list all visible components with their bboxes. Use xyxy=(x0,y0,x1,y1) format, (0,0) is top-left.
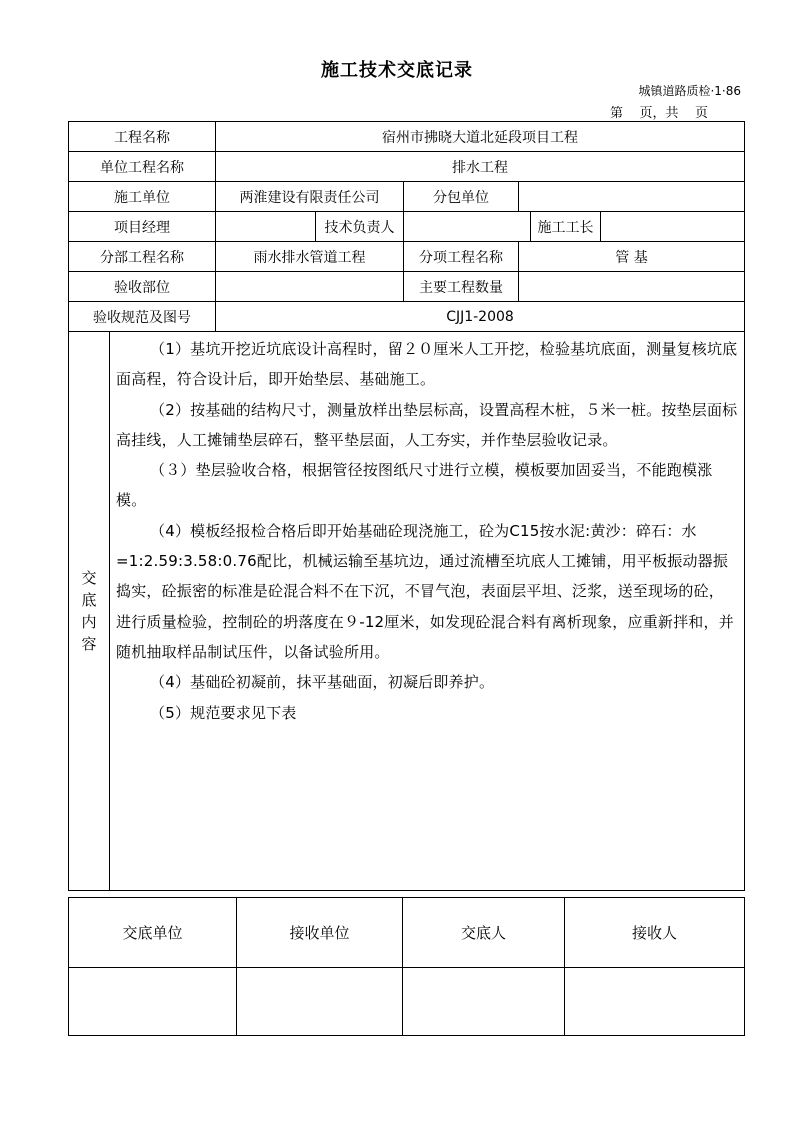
subcontractor-label: 分包单位 xyxy=(404,182,519,212)
handover-unit-value xyxy=(69,968,237,1036)
content-paragraph: （1）基坑开挖近坑底设计高程时，留２０厘米人工开挖，检验基坑底面，测量复核坑底面高程，符合设计后，即开始垫层、基础施工。 xyxy=(116,340,738,389)
content-label-char: 底 xyxy=(81,591,97,609)
foreman-label: 施工工长 xyxy=(531,212,601,242)
handover-person-value xyxy=(403,968,565,1036)
content-paragraph: （2）按基础的结构尺寸，测量放样出垫层标高，设置高程木桩，５米一桩。按垫层面标高挂线，人工摊铺垫层碎石，整平垫层面，人工夯实，并作垫层验收记录。 xyxy=(116,400,738,449)
sub-item-label: 分项工程名称 xyxy=(404,242,519,272)
tech-lead-value xyxy=(404,212,531,242)
receiving-unit-label: 接收单位 xyxy=(237,898,403,968)
page-title: 施工技术交底记录 xyxy=(321,60,473,81)
signature-table xyxy=(68,897,745,1036)
quantity-label: 主要工程数量 xyxy=(404,272,519,302)
spec-label: 验收规范及图号 xyxy=(69,302,216,332)
form-code: 城镇道路质检·1·86 xyxy=(638,84,741,98)
receiver-label: 接收人 xyxy=(565,898,745,968)
construction-unit-value: 两淮建设有限责任公司 xyxy=(216,182,404,212)
content-body xyxy=(110,332,745,891)
tech-lead-label: 技术负责人 xyxy=(316,212,404,242)
page-info: 第 页，共 页 xyxy=(610,106,709,121)
handover-person-label: 交底人 xyxy=(403,898,565,968)
content-paragraph: （4）基础砼初凝前，抹平基础面，初凝后即养护。 xyxy=(150,673,495,692)
receiver-value xyxy=(565,968,745,1036)
construction-unit-label: 施工单位 xyxy=(69,182,216,212)
content-paragraph: （5）规范要求见下表 xyxy=(150,703,297,722)
content-label xyxy=(69,332,110,891)
project-manager-label: 项目经理 xyxy=(69,212,216,242)
unit-project-label: 单位工程名称 xyxy=(69,152,216,182)
project-name-label: 工程名称 xyxy=(69,122,216,152)
division-value: 雨水排水管道工程 xyxy=(216,242,404,272)
handover-unit-label: 交底单位 xyxy=(69,898,237,968)
record-table xyxy=(68,121,745,891)
receiving-unit-value xyxy=(237,968,403,1036)
content-label-char: 内 xyxy=(81,613,97,631)
spec-value: CJJ1-2008 xyxy=(216,302,745,332)
foreman-value xyxy=(601,212,745,242)
acceptance-part-label: 验收部位 xyxy=(69,272,216,302)
subcontractor-value xyxy=(519,182,745,212)
project-manager-value xyxy=(216,212,316,242)
content-label-char: 交 xyxy=(81,569,97,587)
division-label: 分部工程名称 xyxy=(69,242,216,272)
quantity-value xyxy=(519,272,745,302)
unit-project-value: 排水工程 xyxy=(216,152,745,182)
acceptance-part-value xyxy=(216,272,404,302)
sub-item-value: 管 基 xyxy=(519,242,745,272)
content-label-char: 容 xyxy=(81,635,97,653)
content-paragraph: （３）垫层验收合格，根据管径按图纸尺寸进行立模，模板要加固妥当，不能跑模涨模。 xyxy=(116,461,713,510)
content-paragraph: （4）模板经报检合格后即开始基础砼现浇施工，砼为C15按水泥:黄沙：碎石：水=1:2.59:3.58:0.76配比，机械运输至基坑边，通过流槽至坑底人工摊铺，用平板振动器振捣实，砼振密的标准是砼混合料不在下沉，不冒气泡，表面层平坦、泛浆，送至现场的砼，进行质量检验，控制砼的坍落度在９-12厘米，如发现砼混合料有离析现象，应重新拌和，并随机抽取样品制试压件，以备试验所用。 xyxy=(116,521,734,661)
project-name-value: 宿州市拂晓大道北延段项目工程 xyxy=(216,122,745,152)
